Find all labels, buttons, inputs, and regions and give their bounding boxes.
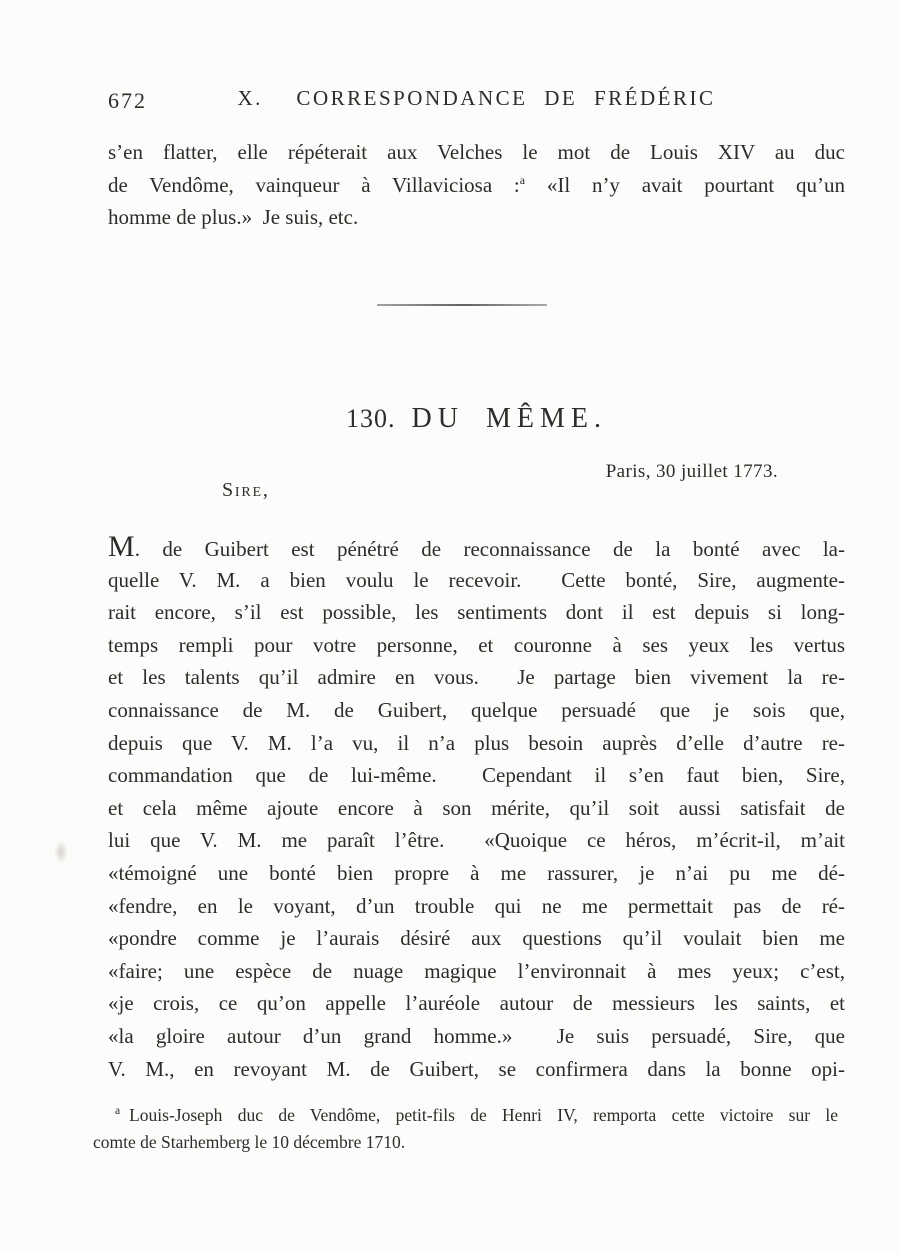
text-line: quelle V. M. a bien voulu le recevoir. Cette bonté, Sire, augmente-: [108, 567, 845, 592]
letter-title: DU MÊME.: [411, 403, 607, 434]
text-line: [108, 169, 845, 202]
footnote-reference: a: [519, 172, 526, 187]
previous-letter-ending: [108, 136, 845, 234]
footnote: [93, 1102, 838, 1155]
text-segment: . de Guibert est pénétré de reconnaissance de la bonté avec la-: [134, 537, 845, 561]
footnote-line: [93, 1102, 838, 1129]
text-line: et cela même ajoute encore à son mérite, qu’il soit aussi satisfait de: [108, 795, 845, 820]
text-line: commandation que de lui-même. Cependant il s’en faut bien, Sire,: [108, 763, 845, 788]
text-line: V. M., en revoyant M. de Guibert, se confirmera dans la bonne opi-: [108, 1056, 845, 1081]
page-number: 672: [108, 88, 147, 113]
text-line: [108, 531, 845, 564]
opening-initial: M: [108, 530, 135, 563]
dateline: Paris, 30 juillet 1773.: [605, 461, 778, 482]
text-line: lui que V. M. me paraît l’être. «Quoique ce héros, m’écrit-il, m’ait: [108, 828, 845, 853]
letter-heading: [108, 403, 845, 435]
text-segment: Louis-Joseph duc de Vendôme, petit-fils de Henri IV, remporta cette victoire sur le: [129, 1105, 838, 1125]
footnote-line: comte de Starhemberg le 10 décembre 1710.: [93, 1131, 406, 1152]
text-line: «faire; une espèce de nuage magique l’environnait à mes yeux; c’est,: [108, 958, 845, 983]
text-line: «fendre, en le voyant, d’un trouble qui ne me permettait pas de ré-: [108, 893, 845, 918]
text-segment: «Il n’y avait pourtant qu’un: [525, 172, 845, 197]
letter-number: 130.: [346, 404, 396, 433]
text-line: «je crois, ce qu’on appelle l’auréole autour de messieurs les saints, et: [108, 991, 845, 1016]
text-line: temps rempli pour votre personne, et couronne à ses yeux les vertus: [108, 632, 845, 657]
scan-smudge: [54, 840, 68, 864]
text-line: homme de plus.» Je suis, etc.: [108, 205, 359, 230]
running-title: X. CORRESPONDANCE DE FRÉDÉRIC: [237, 86, 716, 110]
text-line: depuis que V. M. l’a vu, il n’a plus besoin auprès d’elle d’autre re-: [108, 730, 845, 755]
text-line: s’en flatter, elle répéterait aux Velches le mot de Louis XIV au duc: [108, 140, 845, 164]
text-line: connaissance de M. de Guibert, quelque persuadé que je sois que,: [108, 697, 845, 722]
text-line: rait encore, s’il est possible, les sentiments dont il est depuis si long-: [108, 600, 845, 625]
text-segment: de Vendôme, vainqueur à Villaviciosa :: [108, 172, 520, 197]
section-divider: [377, 304, 547, 306]
salutation: Sire,: [222, 479, 270, 501]
text-line: «témoigné une bonté bien propre à me rassurer, je n’ai pu me dé-: [108, 860, 845, 885]
text-line: et les talents qu’il admire en vous. Je partage bien vivement la re-: [108, 665, 845, 690]
text-line: «pondre comme je l’aurais désiré aux questions qu’il voulait bien me: [108, 926, 845, 951]
text-line: «la gloire autour d’un grand homme.» Je suis persuadé, Sire, que: [108, 1023, 845, 1048]
letter-body: [108, 531, 845, 1085]
footnote-marker: a: [115, 1105, 121, 1118]
running-header: [108, 86, 845, 118]
